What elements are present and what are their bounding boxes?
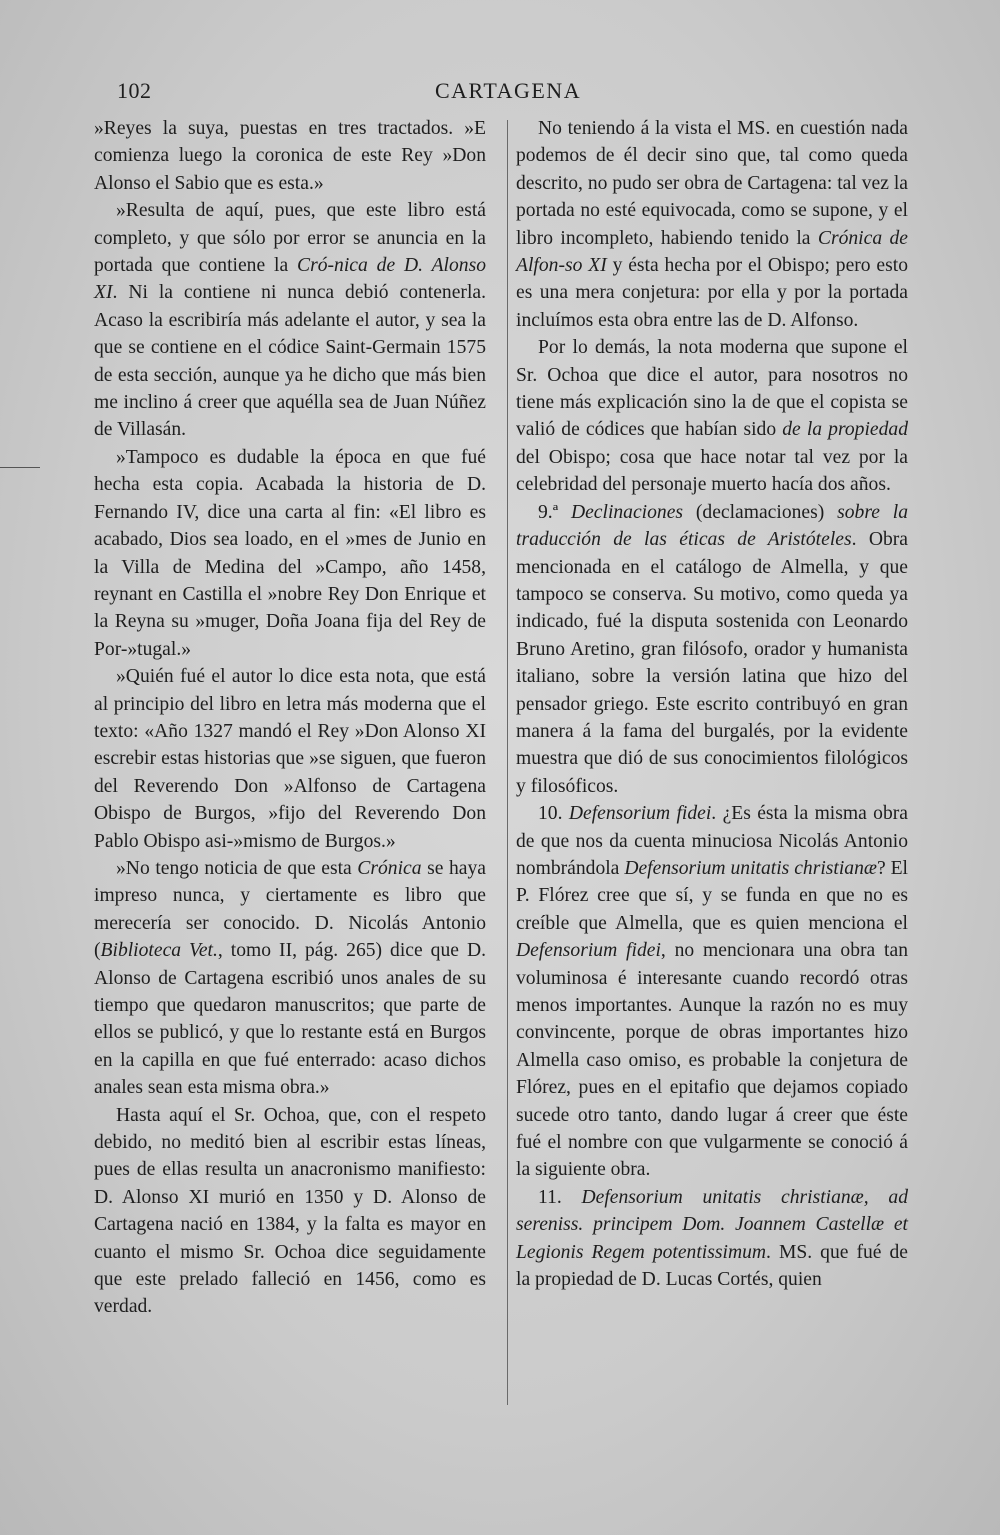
italic-text: Defensorium fidei [568,803,712,825]
paragraph [516,334,908,498]
italic-text: Defensorium fidei [516,940,661,962]
italic-text: Declinaciones [570,501,684,523]
paragraph [94,855,486,1102]
text-run: . Obra mencionada en el catálogo de Almella, y que tampoco se conserva. Su motivo, como queda ya indicado, fué la disputa sostenida con Leonardo Bruno Aretino, gran filósofo, orador y humanista italiano, sobre la versión latina que hizo del pensador griego. Este escrito contribuyó en gran manera á la fama del burgalés, por la evidente muestra que dió de sus conocimientos filológicos y filosóficos. [516,529,908,797]
margin-mark [0,467,40,468]
text-run: (declamaciones) [683,501,838,523]
right-column [516,115,908,1293]
text-run: . Ni la contiene ni nunca debió contenerla. Acaso la escribiría más adelante el autor, y sea la que se contiene en el códice Saint-Germain 1575 de esta sección, aunque ya he dicho que más bien me inclino á creer que aquélla sea de Juan Núñez de Villasán. [94,282,486,441]
italic-text: Crónica [357,857,422,879]
text-run: del Obispo; cosa que hace notar tal vez por la celebridad del personaje muerto hacía dos años. [516,446,908,496]
italic-text: Crónica de Alfon-so XI [516,227,908,277]
text-run: Por lo demás, la nota moderna que supone el Sr. Ochoa que dice el autor, para nosotros no tiene más explicación sino la de que el copista se valió de códices que habían sido [516,337,908,441]
text-run: , no mencionara una obra tan voluminosa é interesante cuando recordó otras menos importantes. Aunque la razón no es muy convincente, porque de obras importantes hizo Almella caso omiso, es probable la conjetura de Flórez, pues en el epitafio que dejamos copiado sucede otro tanto, dando lugar á creer que éste fué el nombre con que vulgarmente se conoció á la siguiente obra. [516,940,908,1181]
running-title: CARTAGENA [435,78,582,103]
text-run: 10. [538,803,569,825]
text-run: . MS. que fué de la propiedad de D. Lucas Cortés, quien [516,1241,909,1291]
paragraph [94,197,486,444]
italic-text: de la propiedad [782,419,908,441]
paragraph [516,499,908,800]
text-run: , tomo II, pág. 265) dice que D. Alonso de Cartagena escribió unos anales de su tiempo que quedaron manuscritos; que parte de ellos se publicó, y que lo restante está en Burgos en la capilla en que fué enterrado: acaso dichos anales sean esta misma obra.» [94,940,486,1099]
text-run: se haya impreso nunca, y ciertamente es libro que merecería ser conocido. D. Nicolás Antonio ( [94,857,486,962]
text-run: y ésta hecha por el Obispo; pero esto es una mera conjetura: por ella y por la portada incluímos esta obra entre las de D. Alfonso. [516,255,908,331]
text-run: »Resulta de aquí, pues, que este libro está completo, y que sólo por error se anuncia en la portada que contiene la [94,200,486,277]
paragraph: »Tampoco es dudable la época en que fué hecha esta copia. Acabada la historia de D. Fernando IV, dice una carta al fin: «El libro es acabado, Dios sea loado, en el »mes de Junio en la Villa de Medina del »Campo, año 1458, reynant en Castilla el »nobre Rey Don Enrique et la Reyna su »muger, Doña Joana fija del Rey de Por-»tugal.» [94,446,486,660]
left-column [94,115,486,1321]
italic-text: Cró-nica de D. Alonso XI [94,255,486,304]
paragraph [516,115,908,334]
text-run: ? El P. Flórez cree que sí, y se funda en que no es creíble que Almella, que es quien menciona el [516,857,908,934]
page-header [75,70,935,110]
page-number: 102 [117,78,152,103]
italic-text: Defensorium unitatis christianæ [624,857,877,879]
text-run: . ¿Es ésta la misma obra de que nos da cuenta minuciosa Nicolás Antonio nombrándola [516,803,908,879]
italic-text: sobre la traducción de las éticas de Aristóteles [516,501,909,551]
italic-text: Defensorium unitatis christianæ, ad sereniss. principem Dom. Joannem Castellæ et Legionis Regem potentissimum [516,1186,908,1263]
text-run: 11. [538,1186,582,1208]
paragraph: Hasta aquí el Sr. Ochoa, que, con el respeto debido, no meditó bien al escribir estas líneas, pues de ellas resulta un anacronismo manifiesto: D. Alonso XI murió en 1350 y D. Alonso de Cartagena nació en 1384, y la falta es mayor en cuanto el mismo Sr. Ochoa dice seguidamente que este prelado falleció en 1456, como es verdad. [94,1104,486,1318]
text-run: »No tengo noticia de que esta [116,857,358,879]
paragraph: »Quién fué el autor lo dice esta nota, que está al principio del libro en letra más moderna que el texto: «Año 1327 mandó el Rey »Don Alonso XI escrebir estas historias que »se siguen, que fueron del Reverendo Don »Alfonso de Cartagena Obispo de Burgos, »fijo del Reverendo Don Pablo Obispo asi-»mismo de Burgos.» [94,666,486,852]
column-divider [507,120,508,1405]
text-run: 9.ª [538,501,571,523]
paragraph: »Reyes la suya, puestas en tres tractados. »E comienza luego la coronica de este Rey »Don Alonso el Sabio que es esta.» [94,118,486,194]
paragraph [516,800,908,1184]
text-run: No teniendo á la vista el MS. en cuestión nada podemos de él decir sino que, tal como queda descrito, no pudo ser obra de Cartagena: tal vez la portada no esté equivocada, como se supone, y el libro incompleto, habiendo tenido la [516,118,908,249]
paragraph [516,1184,908,1294]
italic-text: Biblioteca Vet. [100,940,218,962]
